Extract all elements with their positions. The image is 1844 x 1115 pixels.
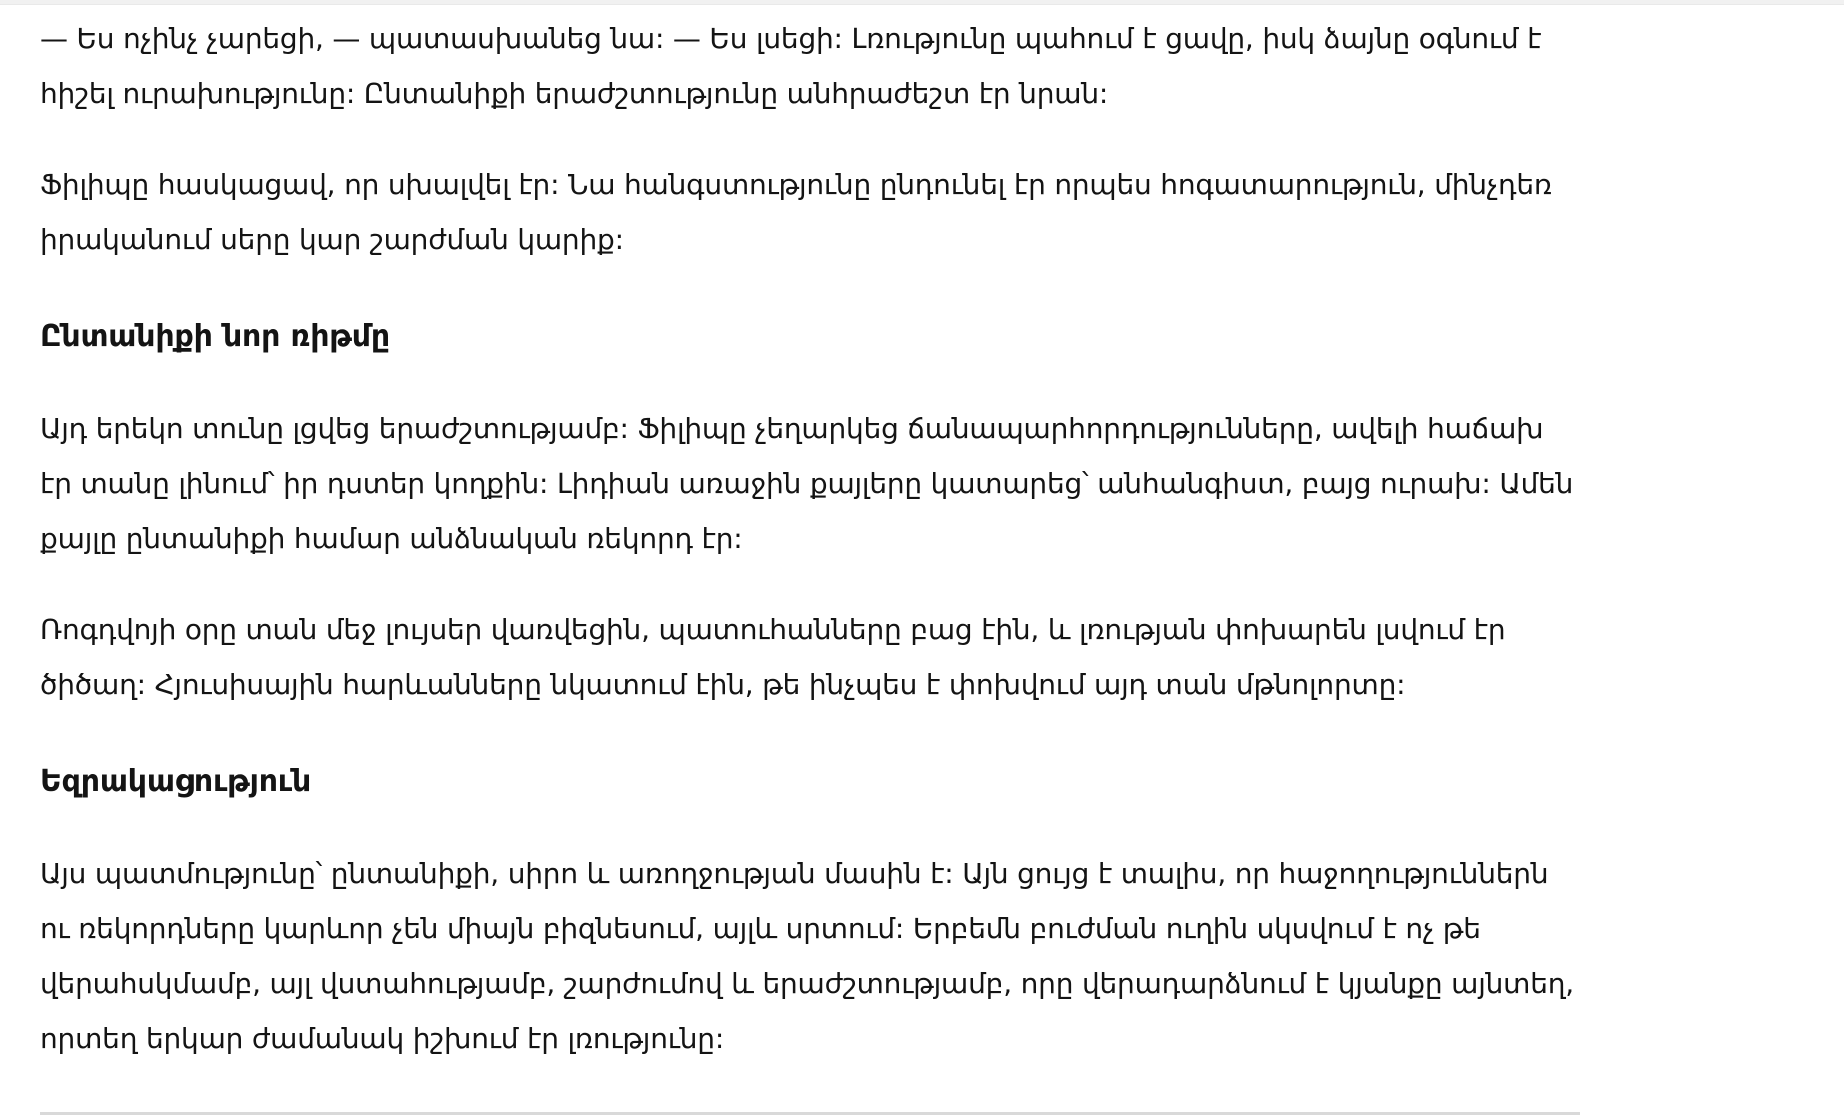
paragraph: Այս պատմությունը՝ ընտանիքի, սիրո և առողջության մասին է: Այն ցույց է տալիս, որ հաջողություններն ու ռեկորդները կարևոր չեն միայն բիզնեսում, այլև սրտում: Երբեմն բուժման ուղին սկսվում է ոչ թե վերահսկմամբ, այլ վստահությամբ, շարժումով և երաժշտությամբ, որը վերադարձնում է կյանքը այնտեղ, որտեղ երկար ժամանակ իշխում էր լռությունը: — [40, 857, 1575, 1055]
section-heading: Եզրակացություն — [40, 764, 312, 799]
article-content — [0, 5, 1580, 1115]
paragraph: Այդ երեկո տունը լցվեց երաժշտությամբ: Ֆիլիպը չեղարկեց ճանապարհորդությունները, ավելի հաճախ էր տանը լինում՝ իր դստեր կողքին: Լիդիան առաջին քայլերը կատարեց՝ անհանգիստ, բայց ուրախ: Ամեն քայլը ընտանիքի համար անձնական ռեկորդ էր: — [40, 412, 1574, 555]
paragraph: — Ես ոչինչ չարեցի, — պատասխանեց նա: — Ես լսեցի: Լռությունը պահում է ցավը, իսկ ձայնը օգնում է հիշել ուրախությունը: Ընտանիքի երաժշտությունը անհրաժեշտ էր նրան: — [40, 22, 1542, 110]
paragraph: Ռոգդվոյի օրը տան մեջ լույսեր վառվեցին, պատուհանները բաց էին, և լռության փոխարեն լսվում էր ծիծաղ: Հյուսիսային հարևանները նկատում էին, թե ինչպես է փոխվում այդ տան մթնոլորտը: — [40, 613, 1506, 701]
paragraph: Ֆիլիպը հասկացավ, որ սխալվել էր: Նա հանգստությունը ընդունել էր որպես հոգատարություն, մինչդեռ իրականում սերը կար շարժման կարիք: — [40, 168, 1552, 256]
section-heading: Ընտանիքի նոր ռիթմը — [40, 319, 390, 354]
